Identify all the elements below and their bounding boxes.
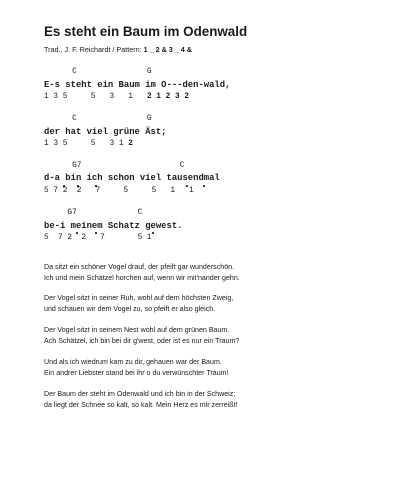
octave-dot: [95, 185, 97, 187]
lyric-line: E-s steht ein Baum im O---den-wald,: [44, 80, 231, 90]
number-line: [44, 187, 194, 195]
song-title: Es steht ein Baum im Odenwald: [44, 24, 248, 39]
number-line: [44, 234, 152, 242]
lyric-line: der hat viel grüne Äst;: [44, 127, 167, 137]
numbers-bold: 2: [128, 140, 133, 148]
lyric-line: be-i meinem Schatz gewest.: [44, 221, 183, 231]
verse-line: Ein andrer Liebster stand bei ihr o du verwünschter Traum!: [44, 369, 229, 378]
numbers-plain: 5 7 2 2 7 5 5 1 1: [44, 187, 194, 195]
octave-dot: [77, 185, 79, 187]
verse-line: Da sitzt ein schöner Vogel drauf, der pfeift gar wunderschön.: [44, 263, 235, 271]
octave-dot: [95, 232, 97, 234]
verse-line: Ich und mein Schätzel horchen auf, wenn wir mit'nander gehn.: [44, 274, 240, 283]
numbers-plain: 5 7 2 2 7 5 1: [44, 234, 152, 242]
octave-dot: [186, 185, 188, 187]
verse-line: da liegt der Schnee so kalt, so kalt. Mein Herz es mir zerreißt!: [44, 401, 238, 410]
verse-line: und schauen wir dem Vogel zu, so pfeift er also gleich.: [44, 305, 216, 314]
octave-dot: [76, 232, 78, 234]
numbers-plain: 1 3 5 5 3 1: [44, 93, 147, 101]
verse-line: Und als ich wiedrum kam zu dir, gehauen war der Baum.: [44, 358, 222, 366]
strum-pattern: 1 _ 2 & 3 _ 4 &: [143, 45, 192, 54]
verse-line: Der Vogel sitzt in seinem Nest wohl auf dem grünen Baum.: [44, 326, 230, 334]
octave-dot: [203, 185, 205, 187]
song-credit: [44, 45, 192, 54]
octave-dot: [63, 185, 65, 187]
chord-line: G7 C: [44, 209, 143, 217]
octave-dot: [152, 232, 154, 234]
numbers-bold: 2 1 2 3 2: [146, 93, 190, 101]
chord-line: C G: [44, 68, 152, 76]
verse-line: Der Baum der steht im Odenwald und ich bin in der Schweiz;: [44, 390, 236, 398]
credit-text: Trad., J. F. Reichardt / Pattern:: [44, 45, 144, 54]
chord-line: G7 C: [44, 162, 185, 170]
verse: [44, 357, 229, 379]
verse: [44, 262, 240, 284]
verse-line: Der Vogel sitzt in seiner Ruh, wohl auf dem höchsten Zweig,: [44, 294, 234, 302]
lyric-line: d-a bin ich schon viel tausendmal: [44, 173, 220, 183]
verse: [44, 325, 239, 347]
chord-line: C G: [44, 115, 152, 123]
verse: [44, 293, 233, 315]
verse: [44, 389, 238, 411]
verse-line: Ach Schätzel, ich bin bei dir g'west, oder ist es nur ein Traum?: [44, 337, 240, 346]
numbers-plain: 1 3 5 5 3 1: [44, 140, 129, 148]
number-line: [44, 93, 189, 101]
number-line: [44, 140, 133, 148]
